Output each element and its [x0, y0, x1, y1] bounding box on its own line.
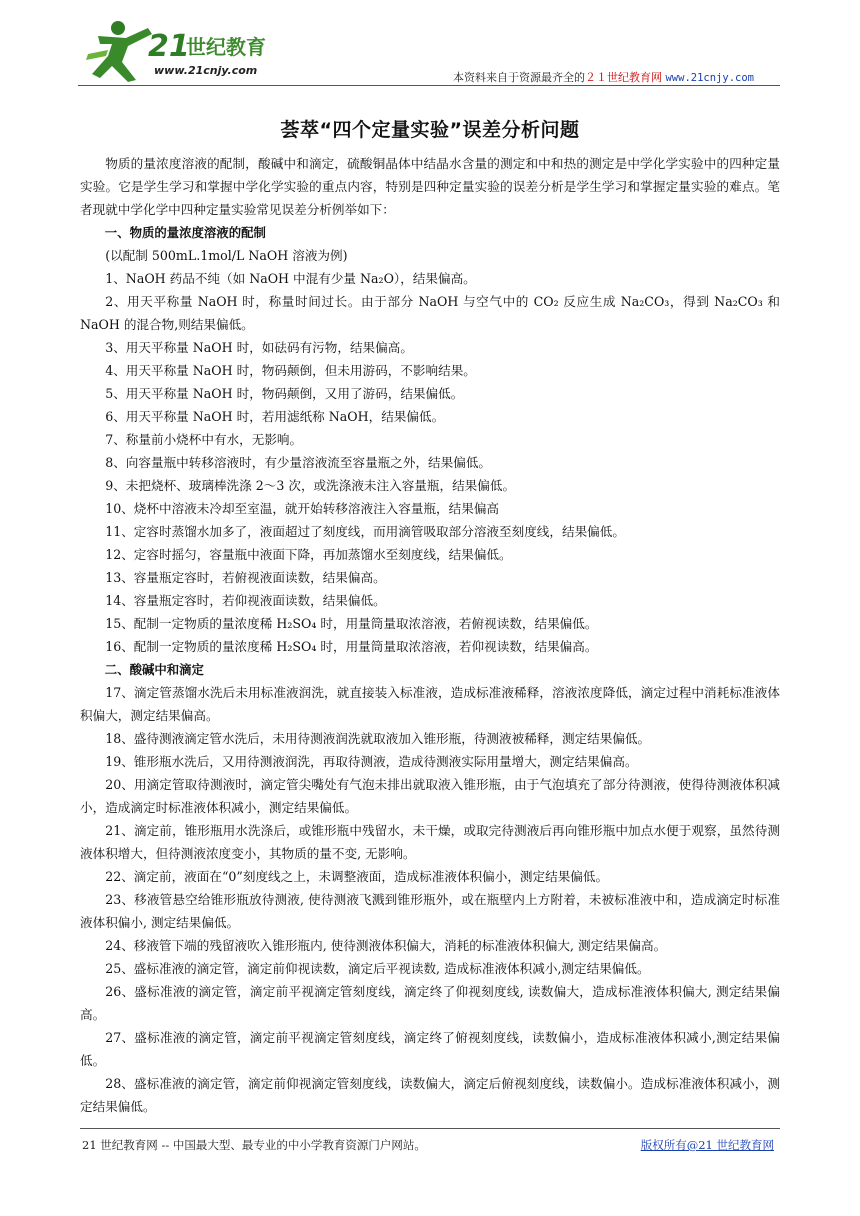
list-item: 20、用滴定管取待测液时，滴定管尖嘴处有气泡未排出就取液入锥形瓶，由于气泡填充了部分待测液，使得待测液体积减小，造成滴定时标准液体积减小，测定结果偏低。	[80, 777, 780, 815]
list-item: 12、定容时摇匀，容量瓶中液面下降，再加蒸馏水至刻度线，结果偏低。	[105, 547, 512, 562]
list-item: 18、盛待测液滴定管水洗后，未用待测液润洗就取液加入锥形瓶，待测液被稀释，测定结果偏低。	[105, 731, 651, 746]
svg-text:21: 21	[148, 29, 190, 64]
footer-copyright-link[interactable]: 版权所有@21 世纪教育网	[640, 1138, 774, 1152]
header-divider	[78, 85, 780, 86]
document-body	[80, 152, 780, 1118]
source-site[interactable]: ２１世纪教育网	[584, 71, 662, 84]
list-item: 5、用天平称量 NaOH 时，物码颠倒，又用了游码，结果偏低。	[105, 386, 464, 401]
footer-site-description: 21 世纪教育网 -- 中国最大型、最专业的中小学教育资源门户网站。	[82, 1138, 426, 1152]
list-item: 21、滴定前，锥形瓶用水洗涤后，或锥形瓶中残留水，未干燥，或取完待测液后再向锥形瓶中加点水便于观察，虽然待测液体积增大，但待测液浓度变小，其物质的量不变, 无影响。	[80, 823, 780, 861]
list-item: 15、配制一定物质的量浓度稀 H₂SO₄ 时，用量筒量取浓溶液，若俯视读数，结果偏低。	[105, 616, 598, 631]
document-title: 荟萃“四个定量实验”误差分析问题	[280, 119, 580, 141]
list-item: 17、滴定管蒸馏水洗后未用标准液润洗，就直接装入标准液，造成标准液稀释，溶液浓度降低，滴定过程中消耗标准液体积偏大，测定结果偏高。	[80, 685, 780, 723]
list-item: 25、盛标准液的滴定管，滴定前仰视读数，滴定后平视读数, 造成标准液体积减小,测定结果偏低。	[105, 961, 650, 976]
list-item: 23、移液管悬空给锥形瓶放待测液, 使待测液飞溅到锥形瓶外，或在瓶壁内上方附着，未被标准液中和，造成滴定时标准液体积偏小, 测定结果偏低。	[80, 892, 780, 930]
page-header	[78, 14, 780, 86]
list-item: 2、用天平称量 NaOH 时，称量时间过长。由于部分 NaOH 与空气中的 CO₂ 反应生成 Na₂CO₃，得到 Na₂CO₃ 和 NaOH 的混合物,则结果偏低。	[80, 294, 780, 332]
svg-text:世纪教育: 世纪教育	[186, 35, 266, 59]
site-logo	[78, 14, 288, 86]
list-item: 9、未把烧杯、玻璃棒洗涤 2～3 次，或洗涤液未注入容量瓶，结果偏低。	[105, 478, 516, 493]
list-item: 14、容量瓶定容时，若仰视液面读数，结果偏低。	[105, 593, 386, 608]
list-item: 22、滴定前，液面在“0”刻度线之上，未调整液面，造成标准液体积偏小，测定结果偏低。	[105, 869, 609, 884]
intro-paragraph: 物质的量浓度溶液的配制，酸碱中和滴定，硫酸铜晶体中结晶水含量的测定和中和热的测定是中学化学实验中的四种定量实验。它是学生学习和掌握中学化学实验的重点内容，特别是四种定量实验的误差分析是学生学习和掌握定量实验的难点。笔者现就中学化学中四种定量实验常见误差分析例举如下：	[80, 156, 780, 217]
list-item: 27、盛标准液的滴定管，滴定前平视滴定管刻度线，滴定终了俯视刻度线，读数偏小，造成标准液体积减小,测定结果偏低。	[80, 1030, 780, 1068]
source-statement	[453, 69, 754, 85]
list-item: 28、盛标准液的滴定管，滴定前仰视滴定管刻度线，读数偏大，滴定后俯视刻度线，读数偏小。造成标准液体积减小，测定结果偏低。	[80, 1076, 780, 1114]
source-prefix: 本资料来自于资源最齐全的	[452, 71, 585, 84]
source-url-link[interactable]: www.21cnjy.com	[665, 72, 754, 84]
list-item: 11、定容时蒸馏水加多了，液面超过了刻度线，而用滴管吸取部分溶液至刻度线，结果偏低。	[105, 524, 625, 539]
list-item: 3、用天平称量 NaOH 时，如砝码有污物，结果偏高。	[105, 340, 413, 355]
section2-list	[80, 681, 780, 1118]
footer-divider	[80, 1128, 780, 1129]
list-item: 4、用天平称量 NaOH 时，物码颠倒，但未用游码，不影响结果。	[105, 363, 476, 378]
section2-heading: 二、酸碱中和滴定	[104, 662, 204, 677]
list-item: 7、称量前小烧杯中有水，无影响。	[105, 432, 303, 447]
logo-url: www.21cnjy.com	[154, 64, 258, 77]
list-item: 13、容量瓶定容时，若俯视液面读数，结果偏高。	[105, 570, 386, 585]
list-item: 6、用天平称量 NaOH 时，若用滤纸称 NaOH，结果偏低。	[105, 409, 445, 424]
section1-list	[80, 267, 780, 658]
list-item: 19、锥形瓶水洗后，又用待测液润洗，再取待测液，造成待测液实际用量增大，测定结果偏高。	[105, 754, 638, 769]
list-item: 16、配制一定物质的量浓度稀 H₂SO₄ 时，用量筒量取浓溶液，若仰视读数，结果偏高。	[105, 639, 598, 654]
section1-heading: 一、物质的量浓度溶液的配制	[104, 225, 266, 240]
list-item: 10、烧杯中溶液未冷却至室温，就开始转移溶液注入容量瓶，结果偏高	[105, 501, 500, 516]
section1-subheading: (以配制 500mL.1mol/L NaOH 溶液为例)	[105, 248, 348, 263]
list-item: 1、NaOH 药品不纯（如 NaOH 中混有少量 Na₂O），结果偏高。	[105, 271, 476, 286]
list-item: 24、移液管下端的残留液吹入锥形瓶内, 使待测液体积偏大，消耗的标准液体积偏大, 测定结果偏高。	[105, 938, 667, 953]
list-item: 8、向容量瓶中转移溶液时，有少量溶液流至容量瓶之外，结果偏低。	[105, 455, 492, 470]
list-item: 26、盛标准液的滴定管，滴定前平视滴定管刻度线，滴定终了仰视刻度线, 读数偏大，造成标准液体积偏大, 测定结果偏高。	[80, 984, 780, 1022]
